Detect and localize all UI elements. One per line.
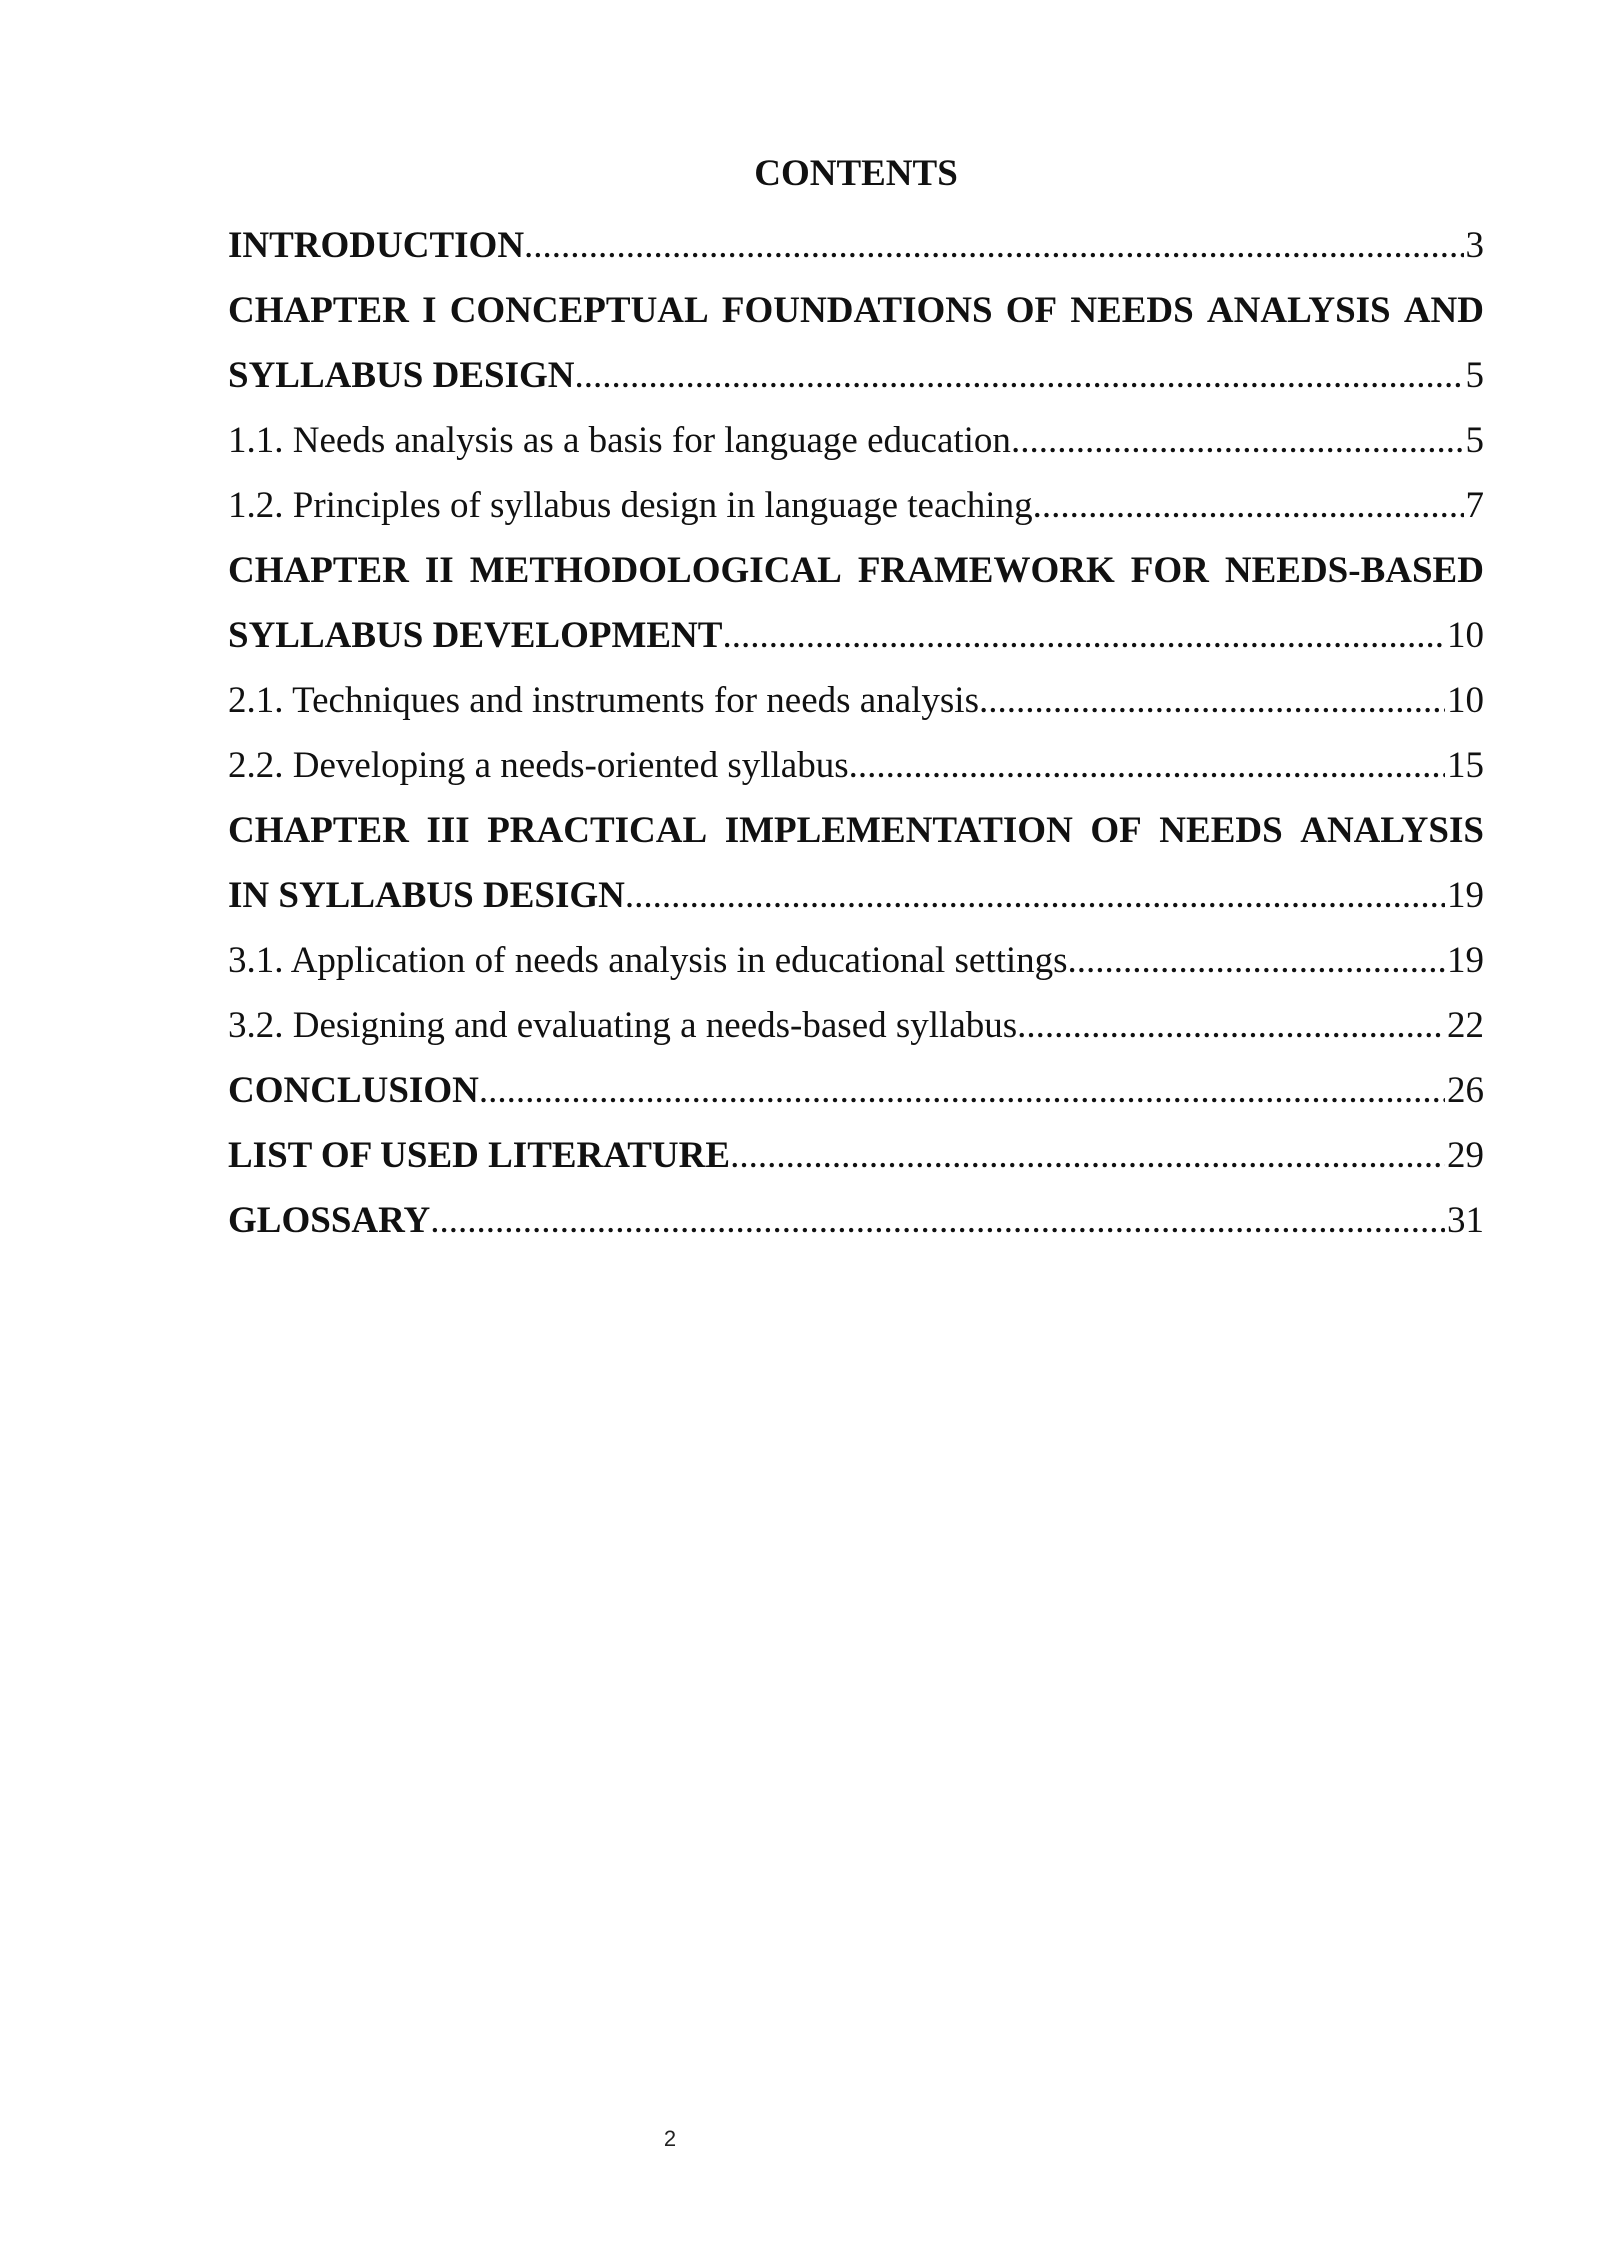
toc-word: NEEDS-BASED [1224, 550, 1484, 591]
toc-entry-introduction [228, 213, 1484, 278]
toc-word: FRAMEWORK [857, 550, 1115, 591]
dot-leader [524, 213, 1463, 278]
toc-entry-text: IN SYLLABUS DESIGN [228, 875, 625, 916]
toc-word: OF [1090, 810, 1142, 851]
toc-entry-chapter-2-line-2 [228, 603, 1484, 668]
toc-entry-chapter-3-line-1 [228, 798, 1484, 863]
toc-page-number: 7 [1465, 485, 1484, 526]
toc-word: CHAPTER [228, 810, 409, 851]
toc-word: METHODOLOGICAL [469, 550, 842, 591]
toc-word: III [426, 810, 470, 851]
toc-word: I [422, 290, 437, 331]
toc-word: IMPLEMENTATION [724, 810, 1073, 851]
toc-word: CHAPTER [228, 550, 409, 591]
toc-entry-section-2-2 [228, 733, 1484, 798]
page-number: 2 [663, 2126, 677, 2151]
toc-entry-text: 1.2. Principles of syllabus design in language teaching [228, 485, 1033, 526]
toc-word: PRACTICAL [487, 810, 708, 851]
toc-word: OF [1005, 290, 1058, 331]
dot-leader [574, 343, 1463, 408]
toc-page-number: 19 [1447, 940, 1484, 981]
toc-entry-glossary [228, 1188, 1484, 1253]
toc-entry-text: GLOSSARY [228, 1200, 431, 1241]
toc-word: CHAPTER [228, 290, 409, 331]
toc-entry-chapter-1-line-2 [228, 343, 1484, 408]
contents-heading: CONTENTS [754, 153, 958, 194]
dot-leader [625, 863, 1445, 928]
dot-leader [979, 668, 1445, 733]
toc-entry-text: LIST OF USED LITERATURE [228, 1135, 731, 1176]
dot-leader [1068, 928, 1445, 993]
toc-word: ANALYSIS [1206, 290, 1391, 331]
toc-entry-section-3-2 [228, 993, 1484, 1058]
toc-page-number: 26 [1447, 1070, 1484, 1111]
toc-entry-chapter-1-line-1 [228, 278, 1484, 343]
toc-entry-section-2-1 [228, 668, 1484, 733]
dot-leader [479, 1058, 1445, 1123]
toc-word: ANALYSIS [1300, 810, 1484, 851]
dot-leader [430, 1188, 1445, 1253]
toc-page-number: 19 [1447, 875, 1484, 916]
toc-page-number: 29 [1447, 1135, 1484, 1176]
toc-word: FOR [1130, 550, 1209, 591]
toc-entry-text: SYLLABUS DESIGN [228, 355, 575, 396]
toc-word: II [424, 550, 454, 591]
toc-page-number: 5 [1465, 355, 1484, 396]
toc-page-number: 15 [1447, 745, 1484, 786]
toc-page-number: 3 [1465, 225, 1484, 266]
toc-page-number: 22 [1447, 1005, 1484, 1046]
toc-entry-conclusion [228, 1058, 1484, 1123]
toc-entry-section-1-2 [228, 473, 1484, 538]
toc-entry-text: INTRODUCTION [228, 225, 525, 266]
dot-leader [849, 733, 1445, 798]
toc-word: NEEDS [1159, 810, 1283, 851]
toc-entry-chapter-2-line-1 [228, 538, 1484, 603]
toc-page-number: 31 [1447, 1200, 1484, 1241]
toc-page-number: 5 [1465, 420, 1484, 461]
toc-word: FOUNDATIONS [721, 290, 993, 331]
dot-leader [730, 1123, 1445, 1188]
dot-leader [1033, 473, 1464, 538]
toc-entry-section-1-1 [228, 408, 1484, 473]
toc-entry-text: SYLLABUS DEVELOPMENT [228, 615, 723, 656]
toc-word: AND [1403, 290, 1484, 331]
dot-leader [1011, 408, 1464, 473]
toc-entry-section-3-1 [228, 928, 1484, 993]
table-of-contents [228, 213, 1484, 1253]
toc-entry-chapter-3-line-2 [228, 863, 1484, 928]
toc-page-number: 10 [1447, 615, 1484, 656]
toc-entry-text: 1.1. Needs analysis as a basis for language education [228, 420, 1011, 461]
dot-leader [722, 603, 1445, 668]
toc-word: CONCEPTUAL [449, 290, 709, 331]
toc-page-number: 10 [1447, 680, 1484, 721]
toc-word: NEEDS [1070, 290, 1194, 331]
toc-entry-literature [228, 1123, 1484, 1188]
toc-entry-text: 3.1. Application of needs analysis in educational settings [228, 940, 1068, 981]
toc-entry-text: 2.1. Techniques and instruments for needs analysis [228, 680, 979, 721]
toc-entry-text: 2.2. Developing a needs-oriented syllabus [228, 745, 849, 786]
dot-leader [1017, 993, 1445, 1058]
toc-entry-text: CONCLUSION [228, 1070, 479, 1111]
toc-entry-text: 3.2. Designing and evaluating a needs-based syllabus [228, 1005, 1018, 1046]
